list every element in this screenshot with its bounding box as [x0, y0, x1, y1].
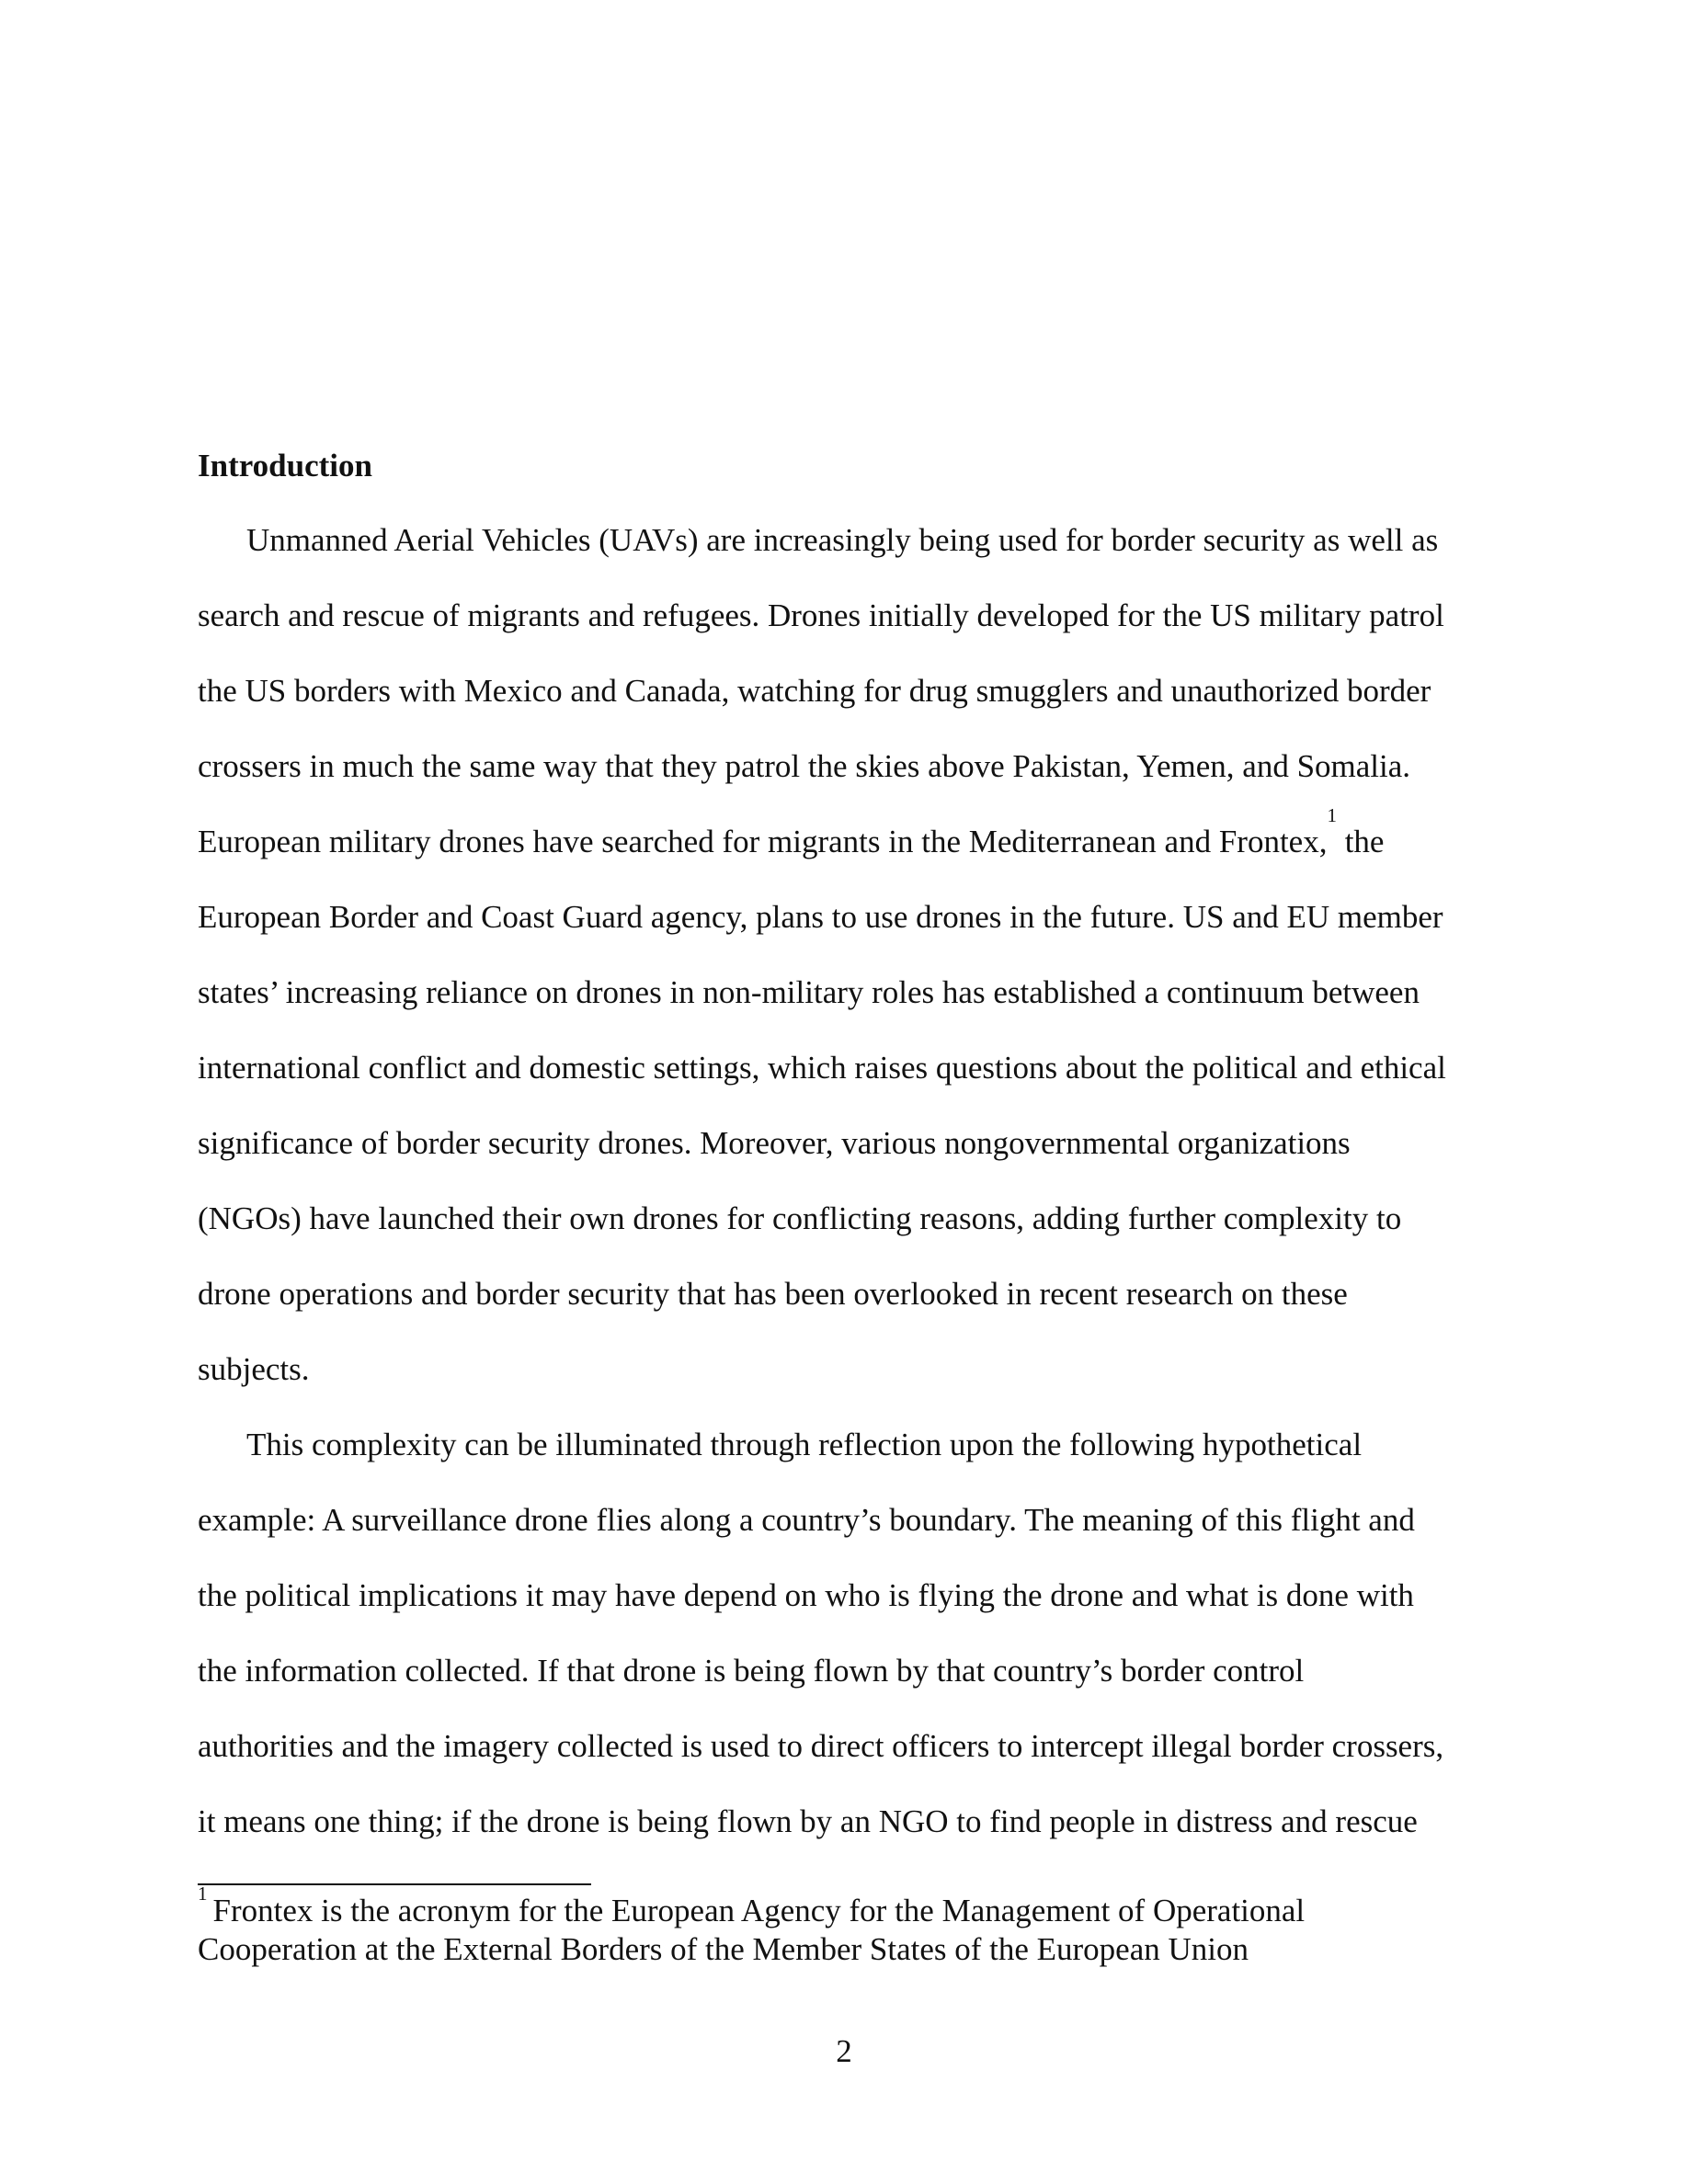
paragraph-line: This complexity can be illuminated through reflection upon the following hypothetical: [246, 1427, 1363, 1462]
paragraph-line: the US borders with Mexico and Canada, watching for drug smugglers and unauthorized border: [198, 673, 1431, 709]
paragraph-line: drone operations and border security that has been overlooked in recent research on these: [198, 1276, 1348, 1312]
paragraph-line: example: A surveillance drone flies along a country’s boundary. The meaning of this flight and: [198, 1502, 1415, 1538]
paragraph-line: subjects.: [198, 1351, 310, 1387]
footnote-text: Frontex is the acronym for the European Agency for the Management of Operational: [212, 1893, 1306, 1928]
paragraph-line: states’ increasing reliance on drones in non-military roles has established a continuum between: [198, 974, 1420, 1010]
paragraph-line: significance of border security drones. Moreover, various nongovernmental organizations: [198, 1125, 1351, 1161]
paragraph-line: (NGOs) have launched their own drones for conflicting reasons, adding further complexity to: [198, 1200, 1402, 1236]
footnote-marker: 1: [198, 1883, 208, 1905]
page-number: 2: [836, 2033, 852, 2069]
footnote-line: Cooperation at the External Borders of the Member States of the European Union: [198, 1931, 1249, 1967]
footnote-separator: [198, 1883, 591, 1885]
footnote: [198, 1883, 1522, 1969]
section-heading: Introduction: [198, 448, 372, 483]
paragraph-line: crossers in much the same way that they patrol the skies above Pakistan, Yemen, and Somalia.: [198, 748, 1411, 784]
paragraph-line: the political implications it may have depend on who is flying the drone and what is done with: [198, 1577, 1414, 1613]
paragraph-line: search and rescue of migrants and refugees. Drones initially developed for the US military patrol: [198, 597, 1444, 633]
paragraph-line: European Border and Coast Guard agency, plans to use drones in the future. US and EU member: [198, 899, 1443, 935]
paragraph-line-text-after-ref: the: [1336, 824, 1385, 859]
paragraph-line-with-footnote-ref: [198, 804, 1385, 865]
paragraph-line: Unmanned Aerial Vehicles (UAVs) are increasingly being used for border security as well as: [246, 522, 1439, 558]
paragraph-line-text: European military drones have searched for migrants in the Mediterranean and Frontex,: [198, 824, 1328, 859]
paragraph-line: it means one thing; if the drone is being flown by an NGO to find people in distress and rescue: [198, 1803, 1418, 1839]
footnote-reference[interactable]: 1: [1327, 804, 1337, 826]
footnote-line: [198, 1883, 1522, 1930]
paragraph-line: the information collected. If that drone is being flown by that country’s border control: [198, 1653, 1305, 1689]
paragraph-line: authorities and the imagery collected is used to direct officers to intercept illegal border crossers,: [198, 1728, 1444, 1764]
paragraph-line: international conflict and domestic settings, which raises questions about the political and ethical: [198, 1050, 1446, 1086]
